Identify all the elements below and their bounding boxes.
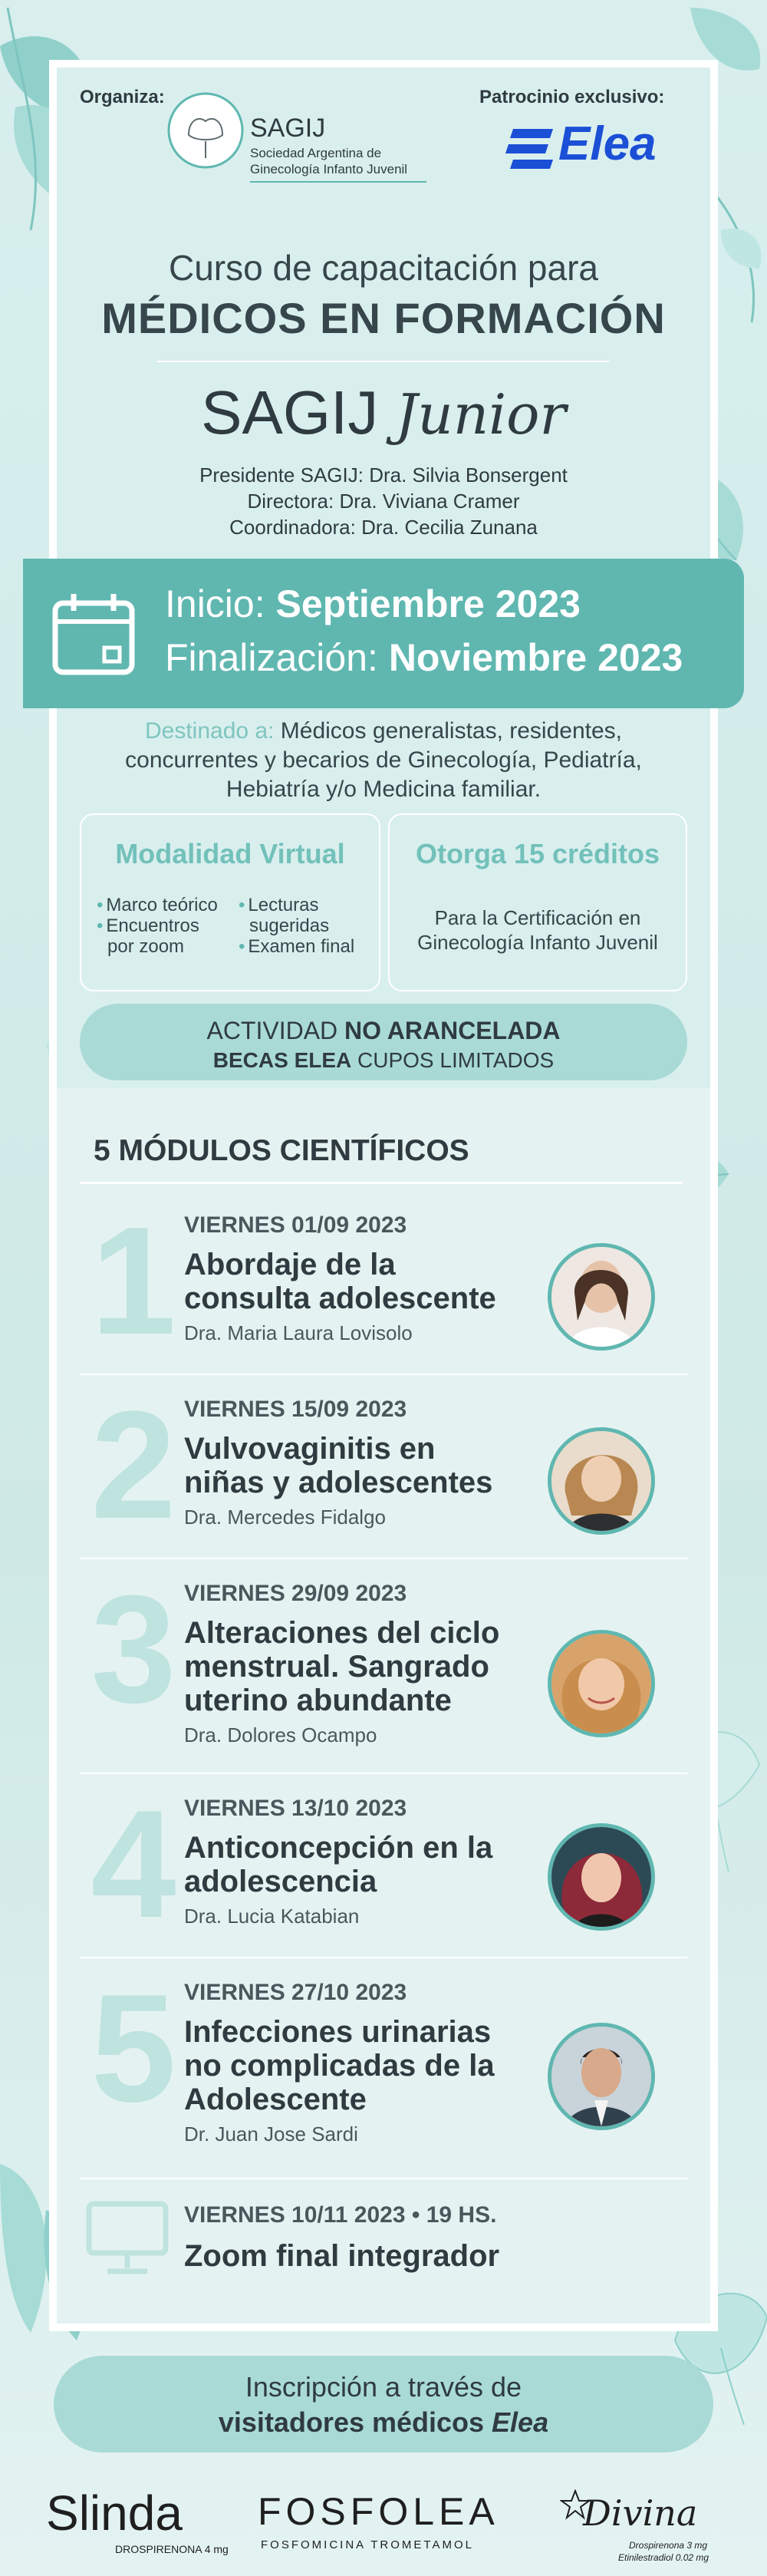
staff-president: [57, 463, 710, 487]
avatar: [548, 1243, 655, 1351]
module-separator: [80, 2178, 687, 2179]
module-number: 2: [91, 1380, 176, 1551]
brand-sagij: SAGIJ: [201, 378, 379, 447]
module-title: [184, 1616, 529, 1717]
title-divider: [157, 361, 610, 362]
modules-divider: [80, 1182, 683, 1184]
module-separator: [80, 1558, 687, 1559]
module-number: 4: [91, 1779, 176, 1950]
module-title-line: no complicadas de la: [184, 2049, 495, 2083]
staff-role: Directora:: [247, 490, 334, 513]
sagij-logo-icon: [166, 91, 245, 170]
fee-text: CUPOS LIMITADOS: [351, 1048, 555, 1072]
module-doctor: Dra. Maria Laura Lovisolo: [184, 1321, 413, 1344]
course-title: MÉDICOS EN FORMACIÓN: [101, 294, 666, 342]
divina-subtitle-1: Drospirenona 3 mg: [629, 2540, 708, 2551]
divina-name: Divina: [583, 2492, 698, 2534]
audience-line-3: Hebiatría y/o Medicina familiar.: [225, 777, 542, 802]
sponsor-name: Elea: [558, 117, 657, 170]
module-separator: [80, 1957, 687, 1958]
registration-line-1: Inscripción a través de: [245, 2371, 522, 2403]
credits-line-1: Para la Certificación en: [434, 906, 641, 929]
start-label: Inicio:: [165, 582, 265, 625]
module-title: [184, 2015, 529, 2116]
start-date: [165, 582, 581, 626]
list-item-continued: sugeridas: [249, 915, 330, 936]
modality-list-right: [239, 895, 354, 957]
doctor-portrait-icon: [551, 2027, 651, 2126]
sagij-name-line-2: Ginecología Infanto Juvenil: [250, 162, 408, 176]
module-doctor: Dr. Juan Jose Sardi: [184, 2122, 358, 2146]
module-title-line: consulta adolescente: [184, 1281, 496, 1315]
module-separator: [80, 1374, 687, 1375]
module-date: VIERNES 15/09 2023: [184, 1397, 407, 1422]
modality-list-left: [97, 895, 218, 957]
audience-label: Destinado a:: [144, 718, 275, 744]
sagij-abbreviation: SAGIJ: [250, 114, 326, 143]
module-doctor: Dra. Lucia Katabian: [184, 1905, 360, 1928]
sagij-underline: [250, 181, 426, 183]
module-date: VIERNES 29/09 2023: [184, 1581, 407, 1606]
registration-banner: [54, 2356, 713, 2452]
dates-banner: [23, 559, 744, 708]
modality-title: Modalidad Virtual: [115, 838, 345, 869]
start-value: Septiembre 2023: [275, 582, 581, 625]
module-title: [184, 1831, 529, 1898]
module-title-line: Adolescente: [184, 2083, 367, 2116]
fee-line-1: [80, 1017, 687, 1045]
staff-name: Dra. Cecilia Zunana: [361, 516, 538, 539]
fee-text: ACTIVIDAD: [206, 1017, 345, 1044]
avatar: [548, 1630, 655, 1737]
module-title-line: Abordaje de la: [184, 1248, 396, 1281]
registration-brand: Elea: [492, 2406, 549, 2438]
doctor-portrait-icon: [551, 1431, 651, 1531]
end-value: Noviembre 2023: [388, 636, 683, 679]
modules-title: 5 MÓDULOS CIENTÍFICOS: [94, 1134, 469, 1167]
list-item: • Marco teórico: [97, 895, 218, 915]
credits-text: [390, 905, 686, 955]
end-date: [165, 635, 683, 680]
monitor-icon: [84, 2199, 170, 2276]
divina-subtitle-2: Etinilestradiol 0.02 mg: [618, 2552, 709, 2563]
sagij-name-line-1: Sociedad Argentina de: [250, 146, 382, 160]
staff-role: Coordinadora:: [229, 516, 356, 539]
course-subtitle: Curso de capacitación para: [169, 248, 598, 288]
list-item: • Lecturas: [239, 895, 354, 915]
module-separator: [80, 1773, 687, 1774]
avatar: [548, 2023, 655, 2130]
avatar: [548, 1823, 655, 1931]
module-number: 5: [91, 1963, 176, 2134]
staff-name: Dra. Viviana Cramer: [339, 490, 520, 513]
patrocinio-label: Patrocinio exclusivo:: [479, 87, 665, 107]
staff-coordinator: [57, 516, 710, 539]
organiza-label: Organiza:: [80, 87, 165, 107]
fee-highlight: BECAS ELEA: [212, 1048, 352, 1072]
module-title-line: Alteraciones del ciclo: [184, 1616, 500, 1650]
staff-director: [57, 490, 710, 513]
registration-line-2: [54, 2406, 713, 2439]
avatar: [548, 1427, 655, 1535]
module-date: VIERNES 13/10 2023: [184, 1796, 407, 1821]
audience-line-2: concurrentes y becarios de Ginecología, Pediatría,: [125, 747, 642, 773]
final-session-date: VIERNES 10/11 2023 • 19 HS.: [184, 2202, 497, 2228]
doctor-portrait-icon: [551, 1634, 651, 1733]
fosfolea-logo: [253, 2479, 514, 2571]
module-title-line: niñas y adolescentes: [184, 1466, 493, 1499]
brand-junior: Junior: [395, 382, 566, 447]
fee-highlight: NO ARANCELADA: [344, 1017, 561, 1044]
module-title: [184, 1432, 529, 1499]
list-item: • Encuentros: [97, 915, 218, 936]
elea-logo-icon: [502, 123, 556, 173]
doctor-portrait-icon: [551, 1827, 651, 1927]
end-label: Finalización:: [165, 636, 378, 679]
module-number: 3: [91, 1564, 176, 1735]
module-title-line: Infecciones urinarias: [184, 2015, 492, 2049]
final-session-title: Zoom final integrador: [184, 2239, 500, 2273]
module-title-line: Vulvovaginitis en: [184, 1432, 436, 1466]
module-title-line: Anticoncepción en la: [184, 1831, 493, 1865]
module-title-line: adolescencia: [184, 1865, 377, 1898]
list-item: • Examen final: [239, 936, 354, 957]
audience-line-1: Médicos generalistas, residentes,: [280, 718, 623, 744]
credits-line-2: Ginecología Infanto Juvenil: [417, 931, 658, 954]
staff-role: Presidente SAGIJ:: [199, 463, 364, 487]
divina-logo: [537, 2479, 729, 2571]
audience-text: [57, 717, 710, 804]
module-doctor: Dra. Mercedes Fidalgo: [184, 1506, 386, 1529]
module-number: 1: [91, 1196, 176, 1367]
modality-box: [80, 813, 380, 991]
fosfolea-subtitle: FOSFOMICINA TROMETAMOL: [261, 2538, 474, 2551]
fosfolea-name: FOSFOLEA: [258, 2490, 499, 2533]
slinda-logo: [46, 2479, 238, 2571]
credits-box: [388, 813, 687, 991]
list-item-continued: por zoom: [107, 936, 185, 957]
module-date: VIERNES 01/09 2023: [184, 1212, 407, 1238]
staff-name: Dra. Silvia Bonsergent: [369, 463, 568, 487]
brand-title: [57, 378, 710, 448]
module-title-line: uterino abundante: [184, 1684, 452, 1717]
module-title-line: menstrual. Sangrado: [184, 1650, 489, 1684]
fee-banner: [80, 1004, 687, 1080]
slinda-subtitle: DROSPIRENONA 4 mg: [115, 2543, 229, 2555]
module-date: VIERNES 27/10 2023: [184, 1980, 407, 2005]
fee-line-2: [80, 1048, 687, 1073]
module-doctor: Dra. Dolores Ocampo: [184, 1723, 377, 1746]
registration-text: visitadores médicos: [218, 2406, 492, 2438]
calendar-icon: [51, 591, 137, 677]
module-title: [184, 1248, 529, 1315]
slinda-name: Slinda: [46, 2485, 183, 2541]
doctor-portrait-icon: [551, 1247, 651, 1347]
credits-title: Otorga 15 créditos: [415, 838, 660, 869]
